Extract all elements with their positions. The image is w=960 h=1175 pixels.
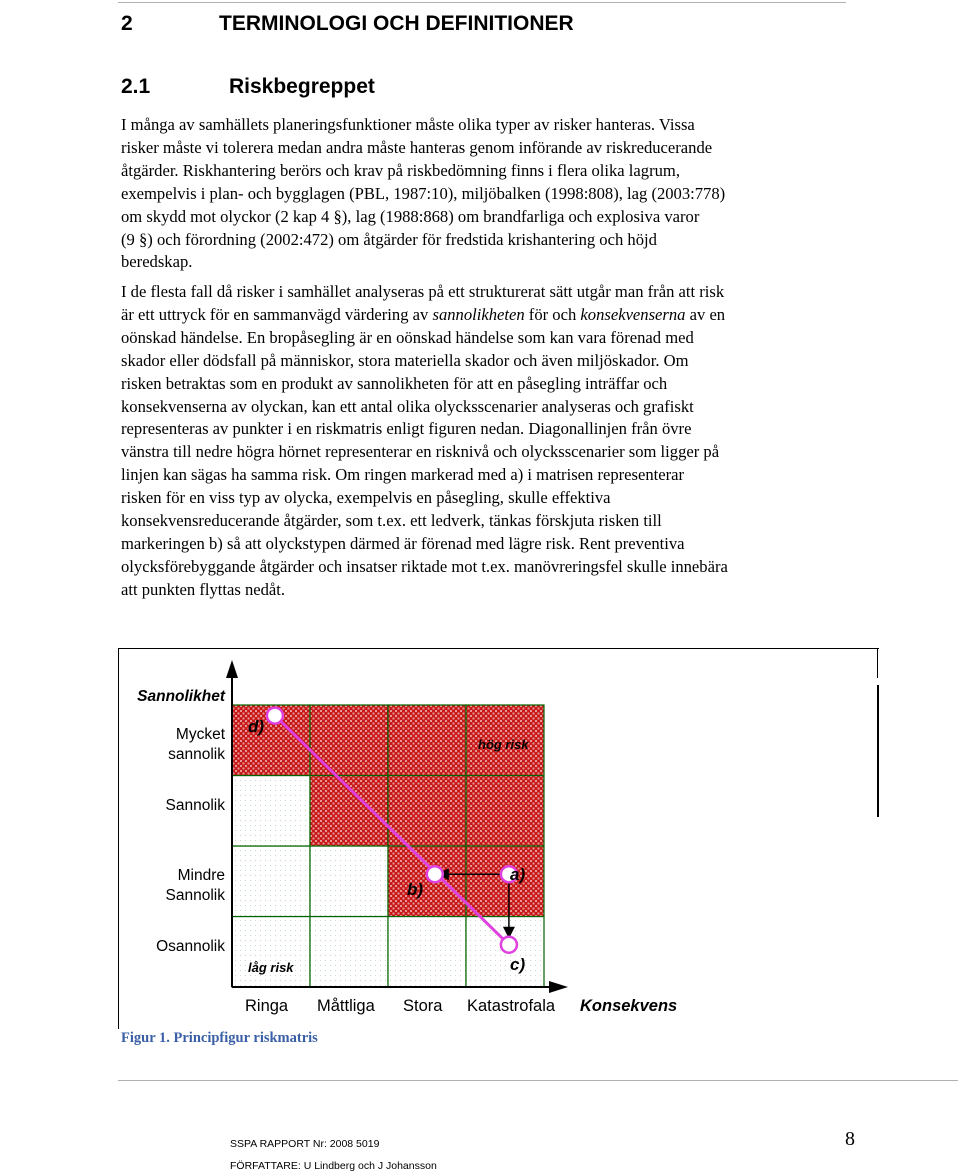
paragraph-2-line: är ett uttryck för en sammanvägd värdering av sannolikheten för och konsekvenserna av en xyxy=(121,304,726,324)
matrix-cell-red xyxy=(466,776,544,847)
y-label-mycket-sannolik: Mycket sannolik xyxy=(168,726,225,763)
point-label-a: a) xyxy=(510,865,526,884)
matrix-cell-white xyxy=(232,776,310,847)
page-number: 8 xyxy=(845,1128,855,1150)
paragraph-2-line: risken betraktas som en produkt av sannolikheten för att en påsegling inträffar och xyxy=(121,373,668,393)
paragraph-2-line: I de flesta fall då risker i samhället analyseras på ett strukturerat sätt utgår man från att risk xyxy=(121,282,725,301)
point-label-c: c) xyxy=(510,955,526,974)
x-axis-arrow xyxy=(549,981,568,993)
risk-point-ring xyxy=(427,866,443,882)
section-title: TERMINOLOGI OCH DEFINITIONER xyxy=(219,12,574,35)
paragraph-2-line: vänstra till nedre högra hörnet representerar en risknivå och olycksscenarier som ligger på xyxy=(121,442,720,462)
paragraph-2-line: representeras av punkter i en riskmatris enligt figuren nedan. Diagonallinjen från övre xyxy=(121,419,692,439)
paragraph-1-line: I många av samhällets planeringsfunktioner måste olika typer av risker hanteras. Vissa xyxy=(121,115,695,134)
paragraph-2-line: skador eller dödsfall på människor, stora materiella skador och även miljöskador. Om xyxy=(121,350,689,370)
footer-authors: FÖRFATTARE: U Lindberg och J Johansson xyxy=(230,1160,437,1172)
y-label-osannolik: Osannolik xyxy=(156,938,225,955)
paragraph-2-line: markeringen b) så att olyckstypen därmed är förenad med lägre risk. Rent preventiva xyxy=(121,533,685,553)
section-number: 2 xyxy=(121,12,133,35)
paragraph-1-line: exempelvis i plan- och bygglagen (PBL, 1987:10), miljöbalken (1998:808), lag (2003:778) xyxy=(121,183,726,203)
x-axis-title: Konsekvens xyxy=(580,997,678,1015)
subsection-number: 2.1 xyxy=(121,75,151,98)
paragraph-2-line: konsekvensreducerande åtgärder, som t.ex. ett ledverk, tänkas förskjuta risken till xyxy=(121,511,662,531)
subsection-title: Riskbegreppet xyxy=(229,75,375,98)
risk-point-ring xyxy=(267,708,283,724)
paragraph-1-line: risker måste vi tolerera medan andra måste hanteras genom införande av riskreducerande xyxy=(121,137,713,157)
paragraph-1-line: om skydd mot olyckor (2 kap 4 §), lag (1988:868) om brandfarliga och explosiva varor xyxy=(121,206,700,226)
footer-report: SSPA RAPPORT Nr: 2008 5019 xyxy=(230,1138,380,1150)
italic-term: konsekvenserna xyxy=(580,304,686,324)
matrix-cell-red xyxy=(388,705,466,776)
x-label-stora: Stora xyxy=(403,997,443,1015)
paragraph-2-line: att punkten flyttas nedåt. xyxy=(121,579,286,599)
italic-term: sannolikheten xyxy=(432,304,525,324)
y-label-sannolik: Sannolik xyxy=(165,797,225,814)
x-label-katastrofala: Katastrofala xyxy=(467,997,556,1015)
matrix-cell-red xyxy=(310,705,388,776)
risk-point-ring xyxy=(501,937,517,953)
matrix-cell-white xyxy=(232,846,310,917)
paragraph-2-line: olycksförebyggande åtgärder och insatser riktade mot t.ex. manövreringsfel skulle innebära xyxy=(121,556,728,576)
low-risk-label: låg risk xyxy=(248,960,294,975)
matrix-cell-red xyxy=(388,776,466,847)
matrix-cell-white xyxy=(310,846,388,917)
paragraph-1-line: beredskap. xyxy=(121,252,193,272)
x-label-ringa: Ringa xyxy=(245,997,289,1015)
paragraph-2-line: risken för en viss typ av olycka, exempelvis en påsegling, skulle effektiva xyxy=(121,488,611,508)
y-label-mindre-sannolik: Mindre Sannolik xyxy=(165,867,225,904)
x-label-mattliga: Måttliga xyxy=(317,997,375,1015)
matrix-cell-red xyxy=(388,846,466,917)
footer-rule xyxy=(118,1080,958,1081)
matrix-cell-white xyxy=(232,917,310,988)
high-risk-label: hög risk xyxy=(478,737,529,752)
matrix-cell-white xyxy=(388,917,466,988)
paragraph-2-line: oönskad händelse. En bropåsegling är en oönskad händelse som kan vara förenad med xyxy=(121,327,694,347)
paragraph-1-line: (9 §) och förordning (2002:472) om åtgärder för fredstida krishantering och höjd xyxy=(121,229,657,249)
paragraph-1-line: åtgärder. Riskhantering berörs och krav på riskbedömning finns i flera olika lagrum, xyxy=(121,160,680,180)
paragraph-2-line: linjen kan sägas ha samma risk. Om ringen markerad med a) i matrisen representerar xyxy=(121,465,685,485)
y-axis-title: Sannolikhet xyxy=(137,688,225,705)
point-label-d: d) xyxy=(248,717,265,736)
matrix-cell-white xyxy=(310,917,388,988)
y-axis-arrow xyxy=(226,660,238,678)
figure-caption: Figur 1. Principfigur riskmatris xyxy=(121,1030,318,1046)
paragraph-2-line: konsekvenserna av olyckan, kan ett antal olika olycksscenarier analyseras och grafiskt xyxy=(121,396,694,416)
point-label-b: b) xyxy=(407,880,424,899)
